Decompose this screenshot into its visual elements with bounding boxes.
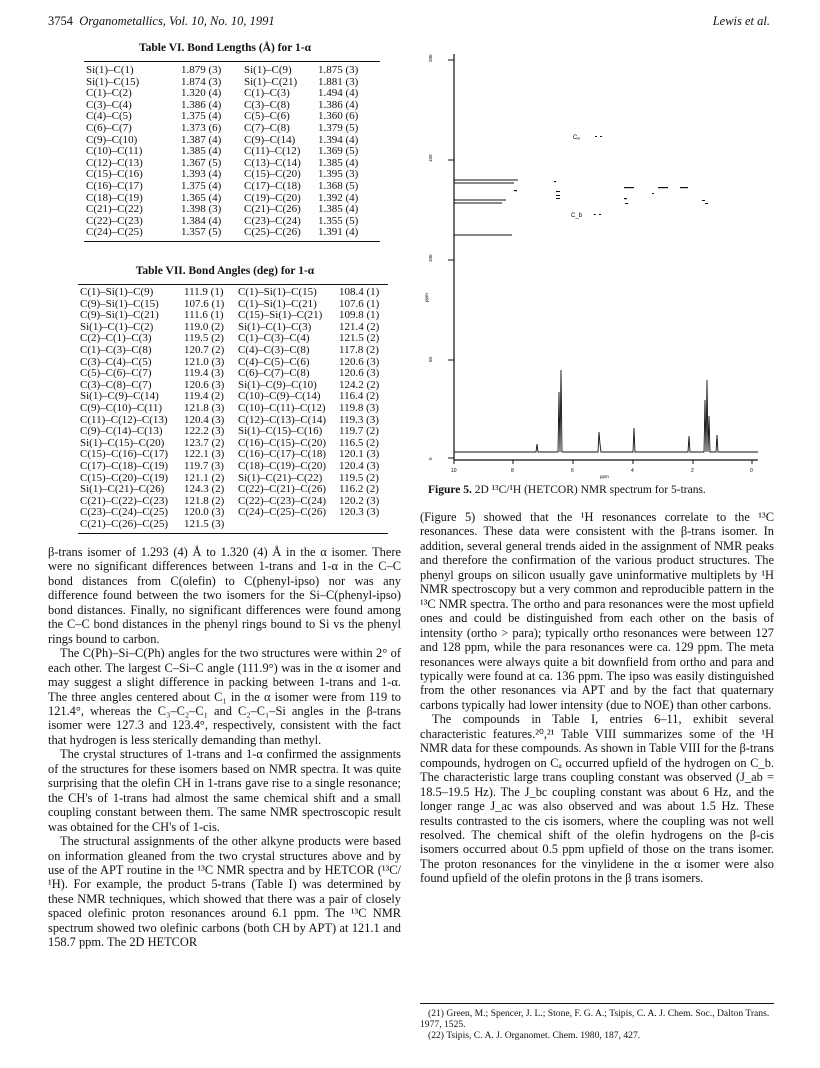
table-row	[80, 368, 389, 380]
table-cell: 121.8 (2)	[184, 494, 225, 507]
table-cell: C(16)–C(17)	[86, 179, 143, 192]
table-cell: C(21)–C(26)–C(25)	[80, 517, 168, 530]
table-cell: 119.5 (2)	[339, 471, 379, 484]
table-cell: 1.357 (5)	[181, 226, 222, 239]
table-cell: 120.1 (3)	[339, 448, 380, 461]
table-cell	[238, 519, 339, 531]
table-cell: C(16)–C(15)–C(20)	[238, 436, 326, 449]
table-cell: C(9)–C(10)–C(11)	[80, 401, 163, 414]
table-cell: Si(1)–C(21)–C(26)	[80, 483, 165, 496]
table-cell: 1.385 (4)	[318, 156, 359, 169]
table-cell: 119.7 (3)	[184, 459, 224, 472]
table-cell: 1.386 (4)	[318, 98, 359, 111]
table-cell: C(13)–C(14)	[244, 156, 301, 169]
table-cell: C(15)–Si(1)–C(21)	[238, 309, 323, 322]
table-cell: 1.355 (5)	[318, 214, 359, 227]
table-cell: 119.0 (2)	[184, 320, 224, 333]
table-cell: 117.8 (2)	[339, 343, 379, 356]
table-cell: 120.4 (3)	[184, 413, 225, 426]
table-cell: 1.398 (3)	[181, 203, 222, 216]
table-cell: Si(1)–C(9)–C(14)	[80, 390, 159, 403]
table-cell: C(4)–C(5)	[86, 110, 132, 123]
figure-caption-text: 2D ¹³C/¹H (HETCOR) NMR spectrum for 5-trans.	[474, 484, 706, 496]
label-ca: Cₐ	[573, 135, 580, 141]
table-cell: C(17)–C(18)–C(19)	[80, 459, 168, 472]
table-row	[80, 461, 389, 473]
table-cell: 1.386 (4)	[181, 98, 222, 111]
table-cell: C(15)–C(16)–C(17)	[80, 448, 168, 461]
table-cell: 1.320 (4)	[181, 87, 222, 100]
paragraph: The structural assignments of the other alkyne products were based on information gleaned from the two crystal structures above and by use of the APT routine in the ¹³C NMR spectra and by HETCOR (¹³C/¹H). For example, the product 5-trans (Table I) was determined by these NMR techniques, which showed that there was a pair of closely spaced olefinic proton resonances around 6.1 ppm. The ¹³C NMR spectrum showed two olefinic carbons (both CH by APT) at 121.1 and 158.7 ppm. The 2D HETCOR	[48, 834, 401, 950]
table-cell: C(6)–C(7)	[86, 121, 132, 134]
table-cell: 1.373 (6)	[181, 121, 222, 134]
table-cell: Si(1)–C(15)–C(20)	[80, 436, 165, 449]
table-cell: C(1)–C(2)	[86, 87, 132, 100]
table-cell: C(21)–C(22)	[86, 203, 143, 216]
table-cell: C(5)–C(6)–C(7)	[80, 367, 152, 380]
table-cell: Si(1)–C(9)	[244, 64, 292, 76]
table-cell: 1.387 (4)	[181, 133, 222, 146]
proton-spectrum	[454, 370, 758, 452]
page-number: 3754	[48, 14, 73, 28]
table-cell: 1.368 (5)	[318, 179, 359, 192]
x-tick-label: 4	[631, 468, 634, 474]
y-ticks	[448, 60, 454, 458]
table-cell: 122.2 (3)	[184, 425, 225, 438]
table-cell: 1.375 (4)	[181, 179, 222, 192]
table-cell: C(1)–Si(1)–C(21)	[238, 297, 317, 310]
table-cell: 121.0 (3)	[184, 355, 225, 368]
hetcor-figure	[418, 40, 780, 480]
table-cell: 124.2 (2)	[339, 378, 380, 391]
table-cell: C(15)–C(16)	[86, 168, 143, 181]
y-unit-label: ppm	[424, 293, 429, 302]
table-cell: C(15)–C(20)	[244, 168, 301, 181]
paragraph: The C(Ph)–Si–C(Ph) angles for the two structures were within 2° of each other. The largest C–Si–C angle (111.9°) was in the α isomer and may suggest a slight difference in packing between 1-trans and 1-α. The three angles centered about C₁ in the α isomer were from 119 to 121.4°, whereas the C₃–C₂–C₁ and C₂–C₁–Si angles in the β-trans isomer were 127.3 and 123.4°, respectively, consistent with the fact that hydrogen is less sterically demanding than methyl.	[48, 646, 401, 747]
table-cell: 124.3 (2)	[184, 483, 225, 496]
table-cell: 108.4 (1)	[339, 286, 380, 298]
table-cell: 1.494 (4)	[318, 87, 359, 100]
table6-bottom-rule	[84, 241, 380, 242]
table-cell: 116.5 (2)	[339, 436, 379, 449]
table-cell: C(4)–C(5)–C(6)	[238, 355, 310, 368]
table-cell: 116.4 (2)	[339, 390, 379, 403]
table-row	[86, 204, 378, 216]
table7-title: Table VII. Bond Angles (deg) for 1-α	[135, 265, 315, 277]
table-cell: C(9)–Si(1)–C(21)	[80, 309, 159, 322]
table-cell: C(1)–C(3)–C(4)	[238, 332, 310, 345]
table-cell: C(21)–C(22)–C(23)	[80, 494, 168, 507]
paragraph: β-trans isomer of 1.293 (4) Å to 1.320 (4) Å in the α isomer. There were no significant differences between 1-trans and 1-α in the C–C bond distances from C(olefin) to C(phenyl-ipso) nor was any difference found between the two isomers for the Si–C(phenyl-ipso) bond distances. Finally, no significant differences were found among the C–C bond distances in the phenyl rings bound to Si vs the phenyl rings bound to carbon.	[48, 545, 401, 646]
footnote-21: (21) Green, M.; Spencer, J. L.; Stone, F. G. A.; Tsipis, C. A. J. Chem. Soc., Dalton Trans. 1977, 1525.	[420, 1008, 770, 1030]
running-author: Lewis et al.	[712, 14, 770, 28]
table-cell: Si(1)–C(1)	[86, 64, 134, 76]
table-cell: 1.392 (4)	[318, 191, 359, 204]
table-cell: Si(1)–C(1)–C(2)	[80, 320, 154, 333]
table-cell: Si(1)–C(15)	[86, 75, 140, 88]
table-cell: 107.6 (1)	[184, 297, 225, 310]
table-cell: C(7)–C(8)	[244, 121, 290, 134]
table-row	[86, 65, 378, 77]
table-cell: 121.5 (3)	[184, 517, 225, 530]
table-cell: 1.379 (5)	[318, 121, 359, 134]
running-header	[48, 14, 275, 29]
table-cell: C(23)–C(24)–C(25)	[80, 506, 168, 519]
left-column	[48, 545, 401, 950]
x-tick-label: 0	[750, 468, 753, 474]
x-tick-label: 10	[451, 468, 457, 474]
label-cb: C_b	[571, 213, 583, 219]
table-cell: 1.393 (4)	[181, 168, 222, 181]
table-cell: 119.8 (3)	[339, 401, 379, 414]
table-cell: 116.2 (2)	[339, 483, 379, 496]
x-unit-label: ppm	[600, 474, 609, 479]
table-cell: C(1)–Si(1)–C(15)	[238, 286, 317, 298]
table-cell: 120.6 (3)	[339, 355, 380, 368]
table-cell: 1.879 (3)	[181, 64, 222, 76]
table-cell: 1.375 (4)	[181, 110, 222, 123]
table-row	[86, 181, 378, 193]
table-cell: C(3)–C(8)–C(7)	[80, 378, 152, 391]
table7	[80, 287, 389, 530]
table-cell: 119.7 (2)	[339, 425, 379, 438]
table-cell: 1.385 (4)	[318, 203, 359, 216]
table-cell: 1.875 (3)	[318, 64, 359, 76]
table-cell: C(22)–C(21)–C(26)	[238, 483, 326, 496]
table-cell: C(1)–C(3)	[244, 87, 290, 100]
table-cell: 120.7 (2)	[184, 343, 225, 356]
table-cell: 121.1 (2)	[184, 471, 225, 484]
table-cell: C(1)–Si(1)–C(9)	[80, 286, 154, 298]
table6	[86, 65, 378, 239]
table6-top-rule	[84, 61, 380, 62]
x-tick-label: 2	[691, 468, 694, 474]
table-cell: 120.4 (3)	[339, 459, 380, 472]
table-row	[80, 403, 389, 415]
paragraph: (Figure 5) showed that the ¹H resonances correlate to the ¹³C resonances. These data were consistent with the β-trans isomer. In addition, several general trends aided in the assignment of NMR peaks and therefore the confirmation of the various product structures. The phenyl groups on silicon usually gave uninformative multiplets by ¹H NMR spectroscopy but a very common and reproducible pattern in the ¹³C NMR spectra. The ortho and para resonances were the most upfield ones and could be distinguished from each other on the basis of intensity (ortho > para); typically ortho resonances were between 127 and 128 ppm, while the para resonances were ca. 129 ppm. The meta resonances were always quite a bit downfield from ortho and para and typically were found at ca. 136 ppm. The ipso was easily distinguished from the other resonances via APT and by the fact that quaternary carbons typically had lower intensity (due to NOE) than other carbons.	[420, 510, 774, 712]
y-tick-label: 100	[428, 254, 433, 262]
table-cell: Si(1)–C(21)	[244, 75, 298, 88]
table-cell: C(9)–C(14)	[244, 133, 296, 146]
table-cell: C(11)–C(12)	[244, 145, 301, 158]
table-cell: 121.8 (3)	[184, 401, 225, 414]
table-cell: 1.365 (4)	[181, 191, 222, 204]
table-cell: 120.2 (3)	[339, 494, 380, 507]
table-cell: C(17)–C(18)	[244, 179, 301, 192]
table-row	[86, 227, 378, 239]
table-cell: 111.9 (1)	[184, 286, 224, 298]
table-cell: 119.4 (2)	[184, 390, 224, 403]
table-cell: 119.3 (3)	[339, 413, 379, 426]
table-cell: 120.3 (3)	[339, 506, 380, 519]
table-cell: 1.394 (4)	[318, 133, 359, 146]
table-cell: Si(1)–C(9)–C(10)	[238, 378, 317, 391]
table-cell: 120.0 (3)	[184, 506, 225, 519]
table-cell: 122.1 (3)	[184, 448, 225, 461]
table-cell: 119.5 (2)	[184, 332, 224, 345]
table-cell: Si(1)–C(1)–C(3)	[238, 320, 312, 333]
table-cell: 1.395 (3)	[318, 168, 359, 181]
table6-title: Table VI. Bond Lengths (Å) for 1-α	[138, 42, 312, 54]
table-cell: C(24)–C(25)	[86, 226, 143, 239]
table-cell: 1.391 (4)	[318, 226, 359, 239]
table-cell: C(3)–C(8)	[244, 98, 290, 111]
table-cell: C(22)–C(23)–C(24)	[238, 494, 326, 507]
table-cell: C(5)–C(6)	[244, 110, 290, 123]
table-cell: 1.367 (5)	[181, 156, 222, 169]
table-row	[80, 519, 389, 531]
y-tick-label: 150	[428, 154, 433, 162]
y-tick-label: 0	[428, 457, 433, 460]
table-cell: C(19)–C(20)	[244, 191, 301, 204]
table-row	[80, 426, 389, 438]
table-row	[80, 345, 389, 357]
table-cell: C(24)–C(25)–C(26)	[238, 506, 326, 519]
table-cell: Si(1)–C(15)–C(16)	[238, 425, 323, 438]
table-cell: 121.5 (2)	[339, 332, 380, 345]
y-tick-label: 50	[428, 356, 433, 362]
paragraph: The crystal structures of 1-trans and 1-α confirmed the assignments of the structures for these isomers based on NMR spectra. It was quite surprising that the olefin CH in 1-trans gave rise to a single resonance; the CH's of 1-trans had almost the same chemical shift and a small coupling constant between them. The same NMR spectroscopic result was obtained for the CH's of 1-cis.	[48, 747, 401, 834]
table-cell: C(12)–C(13)–C(14)	[238, 413, 326, 426]
footnote-rule	[420, 1003, 774, 1004]
table-cell: 1.360 (6)	[318, 110, 359, 123]
table-cell: 119.4 (3)	[184, 367, 224, 380]
table-cell: 107.6 (1)	[339, 297, 380, 310]
table-cell: C(2)–C(1)–C(3)	[80, 332, 152, 345]
table-cell: C(1)–C(3)–C(8)	[80, 343, 152, 356]
table7-top-rule	[78, 284, 388, 285]
paragraph: The compounds in Table I, entries 6–11, exhibit several characteristic features.²⁰,²¹ Table VIII summarizes some of the ¹H NMR data for these compounds. As shown in Table VIII for the β-trans compounds, hydrogen on Cₐ occurred upfield of the hydrogen on C_b. The characteristic large trans coupling constant was observed (J_ab = 18.5–19.5 Hz). The J_bc coupling constant was about 6 Hz, and the longer range J_ac was also observed and was about 1.5 Hz. These results contrasted to the cis isomers, where the coupling was not well resolved. The chemical shift of the olefin hydrogens on the β-cis isomers occurred about 0.5 ppm upfield of those on the trans isomer. The proton resonances for the vinylidene in the α isomer were also found upfield of the olefin protons in the β trans isomers.	[420, 712, 774, 886]
table-cell: C(9)–C(10)	[86, 133, 138, 146]
table-row	[86, 146, 378, 158]
table-cell: C(11)–C(12)–C(13)	[80, 413, 168, 426]
table-cell: 1.385 (4)	[181, 145, 222, 158]
table-cell: 120.6 (3)	[184, 378, 225, 391]
table-cell: Si(1)–C(21)–C(22)	[238, 471, 323, 484]
table-cell: C(12)–C(13)	[86, 156, 143, 169]
table-cell: C(16)–C(17)–C(18)	[238, 448, 326, 461]
table-cell: C(3)–C(4)–C(5)	[80, 355, 152, 368]
table-cell: C(9)–Si(1)–C(15)	[80, 297, 159, 310]
table-cell: C(10)–C(9)–C(14)	[238, 390, 321, 403]
table-cell: 121.4 (2)	[339, 320, 380, 333]
journal-citation: Organometallics, Vol. 10, No. 10, 1991	[79, 14, 275, 28]
table-cell: C(9)–C(14)–C(13)	[80, 425, 163, 438]
figure-label: Figure 5.	[428, 484, 472, 496]
right-column	[420, 510, 774, 886]
table-cell	[339, 519, 389, 531]
table-cell: 123.7 (2)	[184, 436, 225, 449]
table-cell: 1.369 (5)	[318, 145, 359, 158]
table7-bottom-rule	[78, 533, 388, 534]
footnote-22: (22) Tsipis, C. A. J. Organomet. Chem. 1980, 187, 427.	[428, 1030, 641, 1041]
table-cell: C(23)–C(24)	[244, 214, 301, 227]
table-row	[86, 123, 378, 135]
table-cell: 1.384 (4)	[181, 214, 222, 227]
table-cell: C(21)–C(26)	[244, 203, 301, 216]
table-cell: 1.881 (3)	[318, 75, 359, 88]
table-cell: C(4)–C(3)–C(8)	[238, 343, 310, 356]
table-cell: C(10)–C(11)–C(12)	[238, 401, 326, 414]
x-tick-label: 8	[511, 468, 514, 474]
table-cell: C(18)–C(19)–C(20)	[238, 459, 326, 472]
table-cell: 1.874 (3)	[181, 75, 222, 88]
table-cell: C(15)–C(20)–C(19)	[80, 471, 168, 484]
cross-peaks	[514, 136, 708, 215]
x-tick-label: 6	[571, 468, 574, 474]
table-cell: 111.6 (1)	[184, 309, 224, 322]
table-cell: C(3)–C(4)	[86, 98, 132, 111]
table-row	[80, 484, 389, 496]
table-row	[80, 287, 389, 299]
footnotes	[420, 1008, 774, 1041]
table-cell: 120.6 (3)	[339, 367, 380, 380]
table-cell: C(6)–C(7)–C(8)	[238, 367, 310, 380]
table-cell: 109.8 (1)	[339, 309, 380, 322]
table-cell: C(18)–C(19)	[86, 191, 143, 204]
table-cell: C(10)–C(11)	[86, 145, 143, 158]
table-cell: C(25)–C(26)	[244, 226, 301, 239]
figure-caption	[428, 484, 788, 496]
y-tick-label: 200	[428, 54, 433, 62]
table-cell: C(22)–C(23)	[86, 214, 143, 227]
